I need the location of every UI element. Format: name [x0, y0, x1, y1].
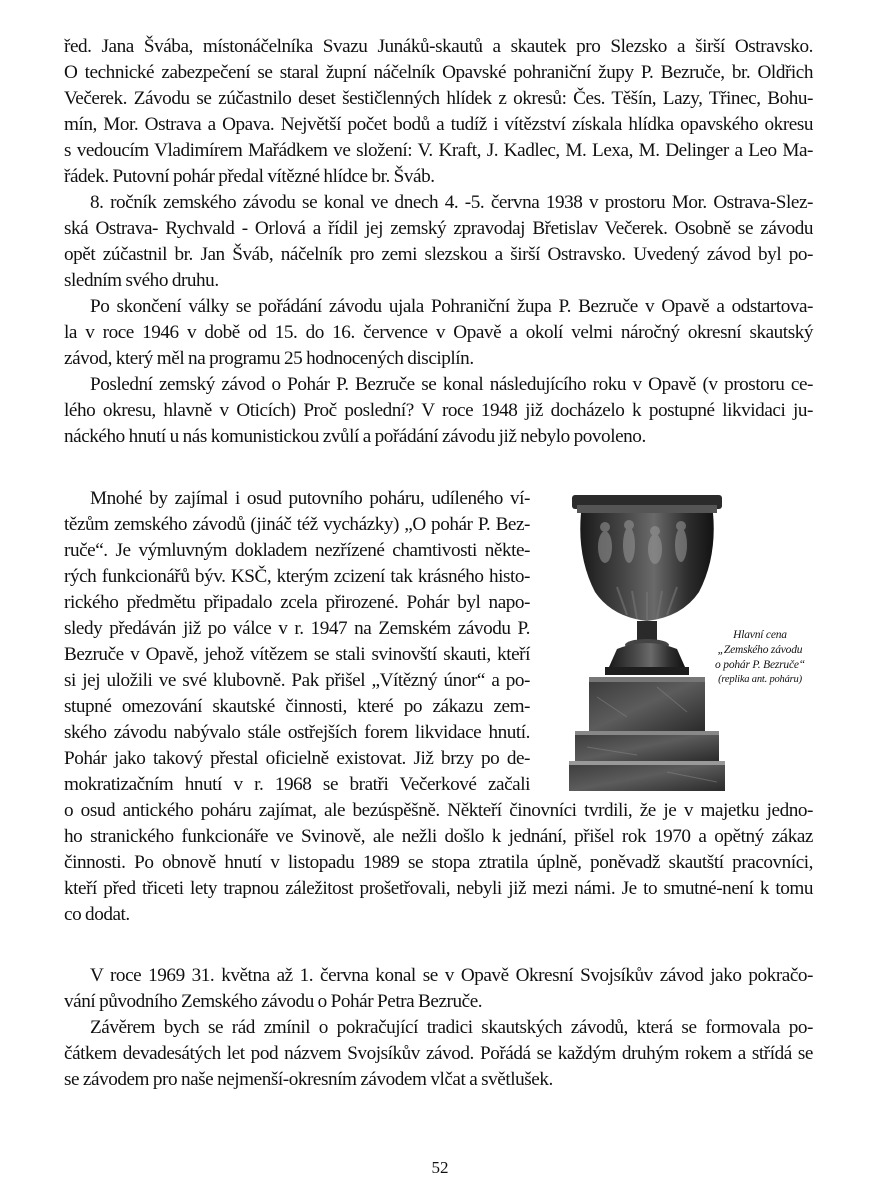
text-line: la v roce 1946 v době od 15. do 16. července v Opavě a okolí velmi náročný okresní skautský: [64, 322, 813, 343]
text-line: si jej uložili ve své klubovně. Pak přišel „Vítězný únor“ a po-: [64, 670, 530, 691]
text-line: sledním svého druhu.: [64, 270, 219, 291]
text-line: 8. ročník zemského závodu se konal ve dnech 4. -5. června 1938 v prostoru Mor. Ostrava-Slez-: [90, 192, 813, 213]
text-line: sledy předáván již po válce v r. 1947 na Zemském závodu P.: [64, 618, 530, 639]
figure-caption-line: o pohár P. Bezruče“: [715, 659, 805, 671]
text-line: mín, Mor. Ostrava a Opava. Největší počet bodů a tudíž i vítězství získala hlídka opavského okresu: [64, 114, 813, 135]
text-line: činnosti. Po obnově hnutí v listopadu 1989 se stopa ztratila úplně, poněvadž skautští pracovníci,: [64, 852, 813, 873]
text-line: řádek. Putovní pohár předal vítězné hlídce br. Šváb.: [64, 166, 435, 187]
text-line: Po skončení války se pořádání závodu ujala Pohraniční župa P. Bezruče v Opavě a odstartova-: [90, 296, 813, 317]
text-line: Závěrem bych se rád zmínil o pokračující tradici skautských závodů, která se formovala po-: [90, 1017, 813, 1038]
text-line: ského závodu nabývalo stále ostřejších forem likvidace hnutí.: [64, 722, 530, 743]
text-line: náckého hnutí u nás komunistickou zvůlí a pořádání závodu již nebylo povoleno.: [64, 426, 646, 447]
text-line: V roce 1969 31. května až 1. června konal se v Opavě Okresní Svojsíkův závod jako pokračo-: [90, 965, 813, 986]
text-line: Mnohé by zajímal i osud putovního poháru, udíleného ví-: [90, 488, 530, 509]
text-line: ho stranického funkcionáře ve Svinově, ale nežli došlo k jednání, přišel rok 1970 a opětný zákaz: [64, 826, 813, 847]
text-line: s vedoucím Vladimírem Mařádkem ve složení: V. Kraft, J. Kadlec, M. Lexa, M. Delinger a Leo Ma-: [64, 140, 813, 161]
figure-caption-line: (replika ant. poháru): [718, 674, 802, 685]
figure-caption-line: „Zemského závodu: [717, 644, 803, 656]
figure-caption-line: Hlavní cena: [733, 629, 787, 641]
text-line: ruče“. Je výmluvným dokladem nezřízené chamtivosti někte-: [64, 540, 530, 561]
text-line: rického předmětu připadalo zcela přirozené. Pohár byl napo-: [64, 592, 530, 613]
text-line: kteří před třiceti lety trapnou záležitost prošetřovali, nebyli již mezi námi. Je to smutné-není k tomu: [64, 878, 813, 899]
text-line: mokratizačním hnutí v r. 1968 se bratři Večerkové začali: [64, 774, 530, 795]
text-line: závod, který měl na programu 25 hodnocených disciplín.: [64, 348, 474, 369]
text-line: řed. Jana Švába, místonáčelníka Svazu Junáků-skautů a skautek pro Slezsko a širší Ostravsko.: [64, 36, 813, 57]
text-line: lého okresu, hlavně v Oticích) Proč poslední? V roce 1948 již docházelo k postupné likvidaci ju-: [64, 400, 813, 421]
text-line: Pohár jako takový přestal oficielně existovat. Již brzy po de-: [64, 748, 530, 769]
text-line: opět zúčastnil br. Jan Šváb, náčelník pro zemi slezskou a širší Ostravsko. Uvedený závod byl po-: [64, 244, 813, 265]
text-line: O technické zabezpečení se staral župní náčelník Opavské pohraniční župy P. Bezruče, br. Oldřich: [64, 62, 813, 83]
text-line: rých funkcionářů býv. KSČ, kterým zcizení tak krásného histo-: [64, 566, 530, 587]
text-line: se závodem pro naše nejmenší-okresním závodem vlčat a světlušek.: [64, 1069, 553, 1090]
text-line: co dodat.: [64, 904, 130, 925]
text-line: čátkem devadesátých let pod názvem Svojsíkův závod. Pořádá se každým druhým rokem a střídá se: [64, 1043, 813, 1064]
text-line: stupné omezování skautské činnosti, které po zákazu zem-: [64, 696, 530, 717]
text-line: Poslední zemský závod o Pohár P. Bezruče se konal následujícího roku v Opavě (v prostoru ce-: [90, 374, 813, 395]
text-line: o osud antického poháru zajímat, ale bezúspěšně. Někteří činovníci tvrdili, že je v majetku jedno-: [64, 800, 813, 821]
text-line: Bezruče v Opavě, jehož vítězem se stali svinovští skauti, kteří: [64, 644, 530, 665]
text-line: tězům zemského závodů (jináč též vycházky) „O pohár P. Bez-: [64, 514, 530, 535]
text-line: vání původního Zemského závodu o Pohár Petra Bezruče.: [64, 991, 483, 1012]
text-line: ská Ostrava- Rychvald - Orlová a řídil jej zemský zpravodaj Břetislav Večerek. Osobně se závodu: [64, 218, 813, 239]
page-number: 52: [431, 1158, 449, 1177]
text-line: Večerek. Závodu se zúčastnilo deset šestičlenných hlídek z okresů: Čes. Těšín, Lazy, Třinec, Bohu-: [64, 88, 813, 109]
